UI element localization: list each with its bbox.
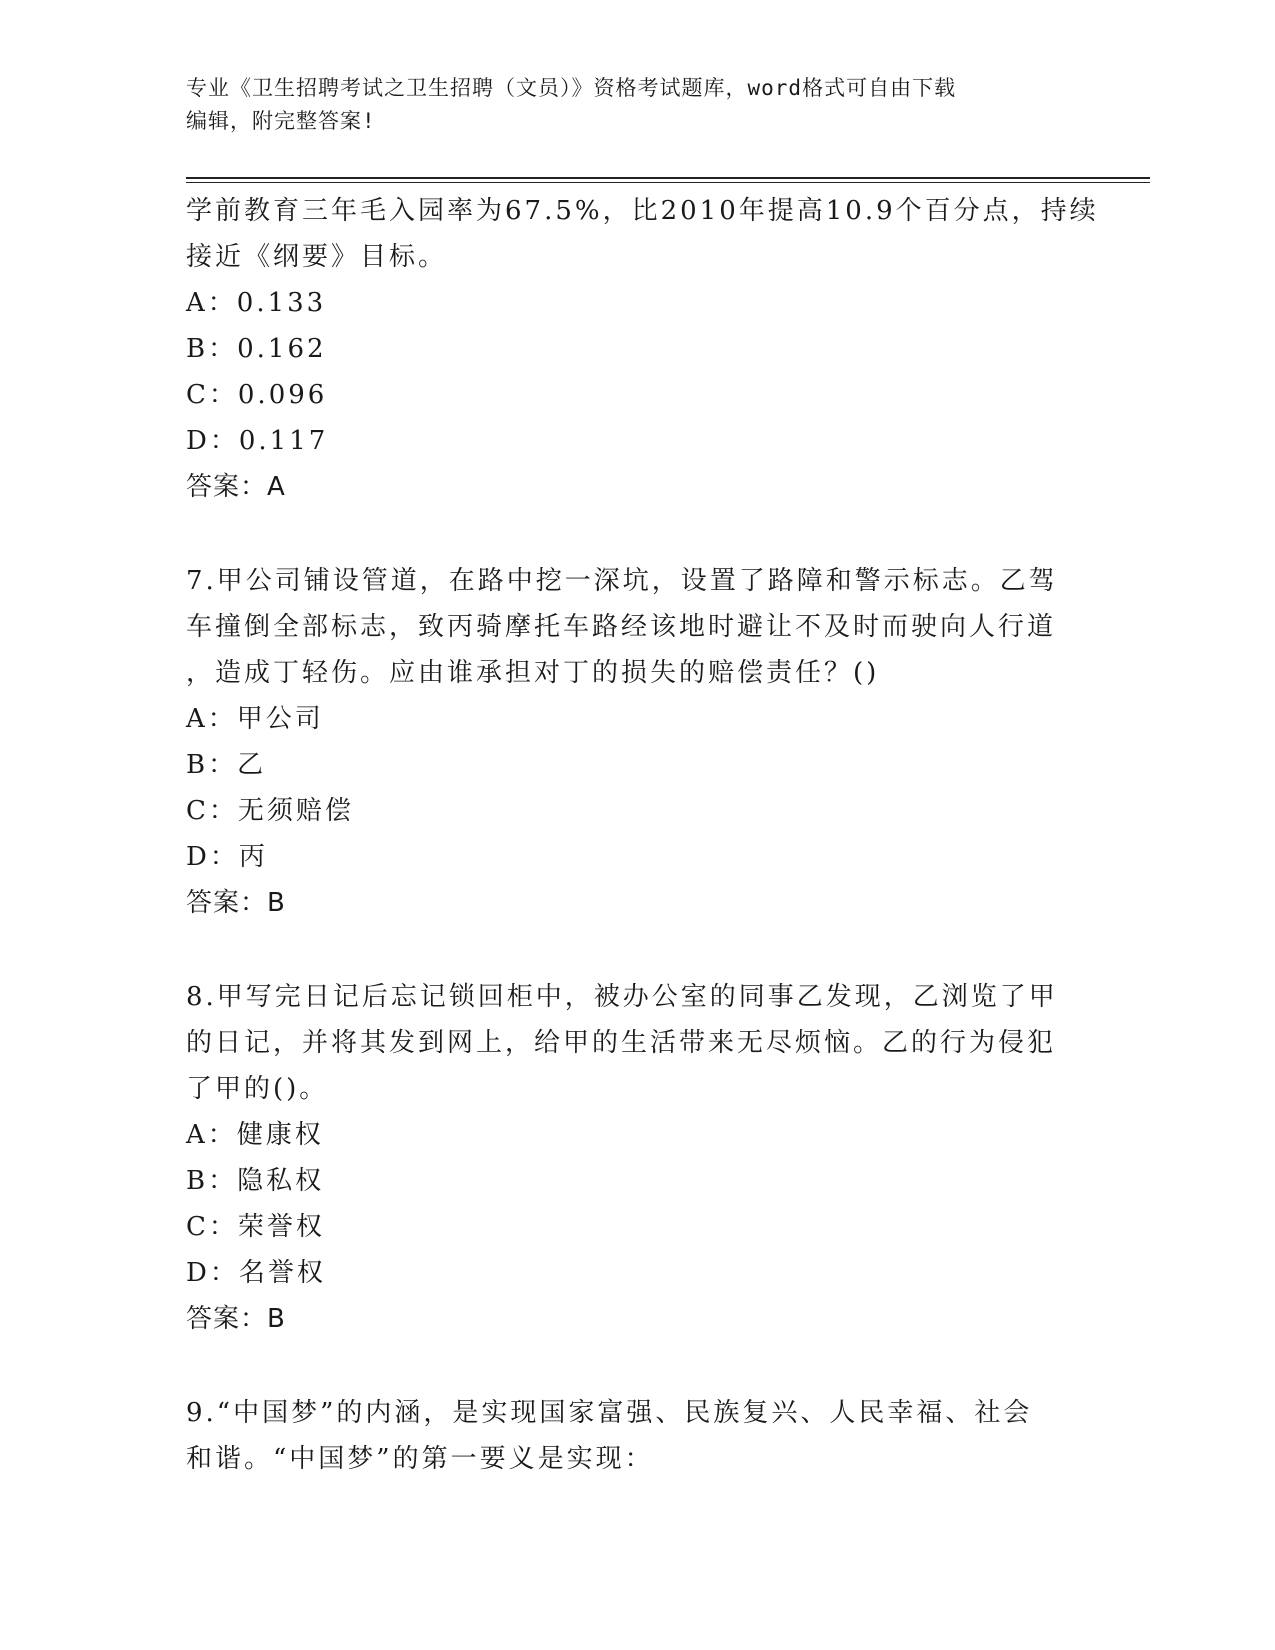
question-text-line: 的日记，并将其发到网上，给甲的生活带来无尽烦恼。乙的行为侵犯 [186,1028,1057,1058]
question-text-line: 和谐。“中国梦”的第一要义是实现： [186,1444,654,1474]
option-a: A：0.133 [186,288,327,318]
option-c: C：荣誉权 [186,1212,325,1242]
option-b: B：乙 [186,750,267,780]
question-text-line: 接近《纲要》目标。 [186,242,448,272]
question-spacer [186,510,1086,558]
document-header [186,72,1066,138]
question-7 [186,558,1086,926]
question-8 [186,974,1086,1342]
answer-label: 答案：B [186,1304,286,1334]
question-text-line: 9.“中国梦”的内涵，是实现国家富强、民族复兴、人民幸福、社会 [186,1398,1033,1428]
option-c: C：0.096 [186,380,328,410]
question-6 [186,188,1099,510]
option-d: D：名誉权 [186,1258,326,1288]
option-a: A：甲公司 [186,704,324,734]
question-text-line: ，造成丁轻伤。应由谁承担对丁的损失的赔偿责任？() [186,658,880,688]
option-b: B：0.162 [186,334,327,364]
option-b: B：隐私权 [186,1166,325,1196]
option-a: A：健康权 [186,1120,324,1150]
answer-label: 答案：A [186,472,286,502]
question-text-line: 7.甲公司铺设管道，在路中挖一深坑，设置了路障和警示标志。乙驾 [186,566,1058,596]
question-text-line: 8.甲写完日记后忘记锁回柜中，被办公室的同事乙发现，乙浏览了甲 [186,982,1058,1012]
answer-label: 答案：B [186,888,286,918]
question-text-line: 车撞倒全部标志，致丙骑摩托车路经该地时避让不及时而驶向人行道 [186,612,1057,642]
question-spacer [186,926,1086,974]
header-line-1: 专业《卫生招聘考试之卫生招聘（文员）》资格考试题库，word格式可自由下载 [186,76,957,100]
header-line-2: 编辑，附完整答案! [186,109,376,133]
option-d: D：丙 [186,842,268,872]
question-spacer [186,1342,1086,1390]
header-divider-thick [186,177,1150,179]
option-d: D：0.117 [186,426,329,456]
question-9 [186,1390,1086,1482]
question-text-line: 了甲的()。 [186,1074,329,1104]
header-divider-thin [186,182,1150,183]
option-c: C：无须赔偿 [186,796,354,826]
question-list [186,188,1099,1482]
question-text-line: 学前教育三年毛入园率为67.5%，比2010年提高10.9个百分点，持续 [186,196,1099,226]
